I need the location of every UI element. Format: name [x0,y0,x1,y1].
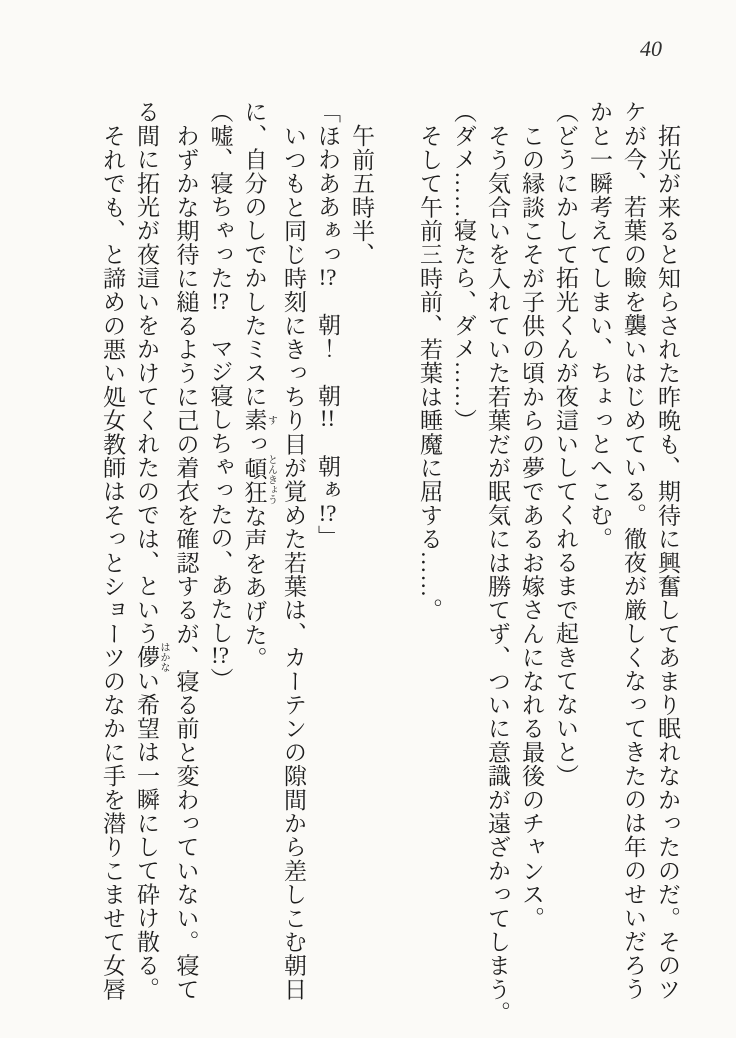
text-line-2: ケが今、若葉の瞼を襲いはじめている。徹夜が厳しくなってきたのは年のせいだろう [621,100,646,1001]
text-line-16: る間に拓光が夜這いをかけてくれたのでは、という儚 はかない希望は一瞬にして砕け散る。 [134,100,169,1001]
text-line-5: この縁談こそが子供の頃からの夢であるお嫁さんになれる最後のチャンス。 [519,124,544,930]
text-line-17: それでも、と諦めの悪い処女教師はそっとショーツのなかに手を潜りこませて女唇 [100,124,125,1001]
text-line-14: （嘘、寝ちゃった!? マジ寝しちゃったの、あたし!?） [207,100,233,692]
text-line-6: そう気合いを入れていた若葉だが眠気には勝てず、ついに意識が遠ざかってしまう。 [485,124,510,1025]
page-text-block [95,100,684,1036]
page-number: 40 [640,36,662,61]
blank-line [378,100,412,1036]
text-line-4: （どうにかして拓光くんが夜這いしてくれるまで起きてないと） [553,100,578,788]
text-line-1: 拓光が来ると知らされた昨晩も、期待に興奮してあまり眠れなかったのだ。そのツ [655,124,680,1001]
tatechuyoko-punctuation: !? [211,644,229,668]
text-line-11: 「ほわああぁっ!? 朝！ 朝!! 朝ぁ!?」 [315,100,340,549]
tatechuyoko-punctuation: !? [318,501,337,525]
text-line-8: そして午前三時前、若葉は睡魔に屈する……。 [417,124,442,622]
text-line-10: 午前五時半、 [349,124,374,267]
tatechuyoko-punctuation: !? [318,265,337,289]
tatechuyoko-punctuation: !! [319,407,336,431]
text-line-3: かと一瞬考えてしまい、ちょっとへこむ。 [587,100,612,551]
text-line-13: に、自分のしでかしたミスに素 すっ頓狂 とんきょうな声をあげた。 [241,100,277,671]
text-line-12: いつもと同じ時刻にきっちり目が覚めた若葉は、カーテンの隙間から差しこむ朝日 [281,124,306,1001]
tatechuyoko-punctuation: !? [211,289,229,313]
text-line-7: （ダメ……寝たら、ダメ……） [451,100,476,432]
text-line-15: わずかな期待に縋るように己の着衣を確認するが、寝る前と変わっていない。寝て [173,124,199,1001]
